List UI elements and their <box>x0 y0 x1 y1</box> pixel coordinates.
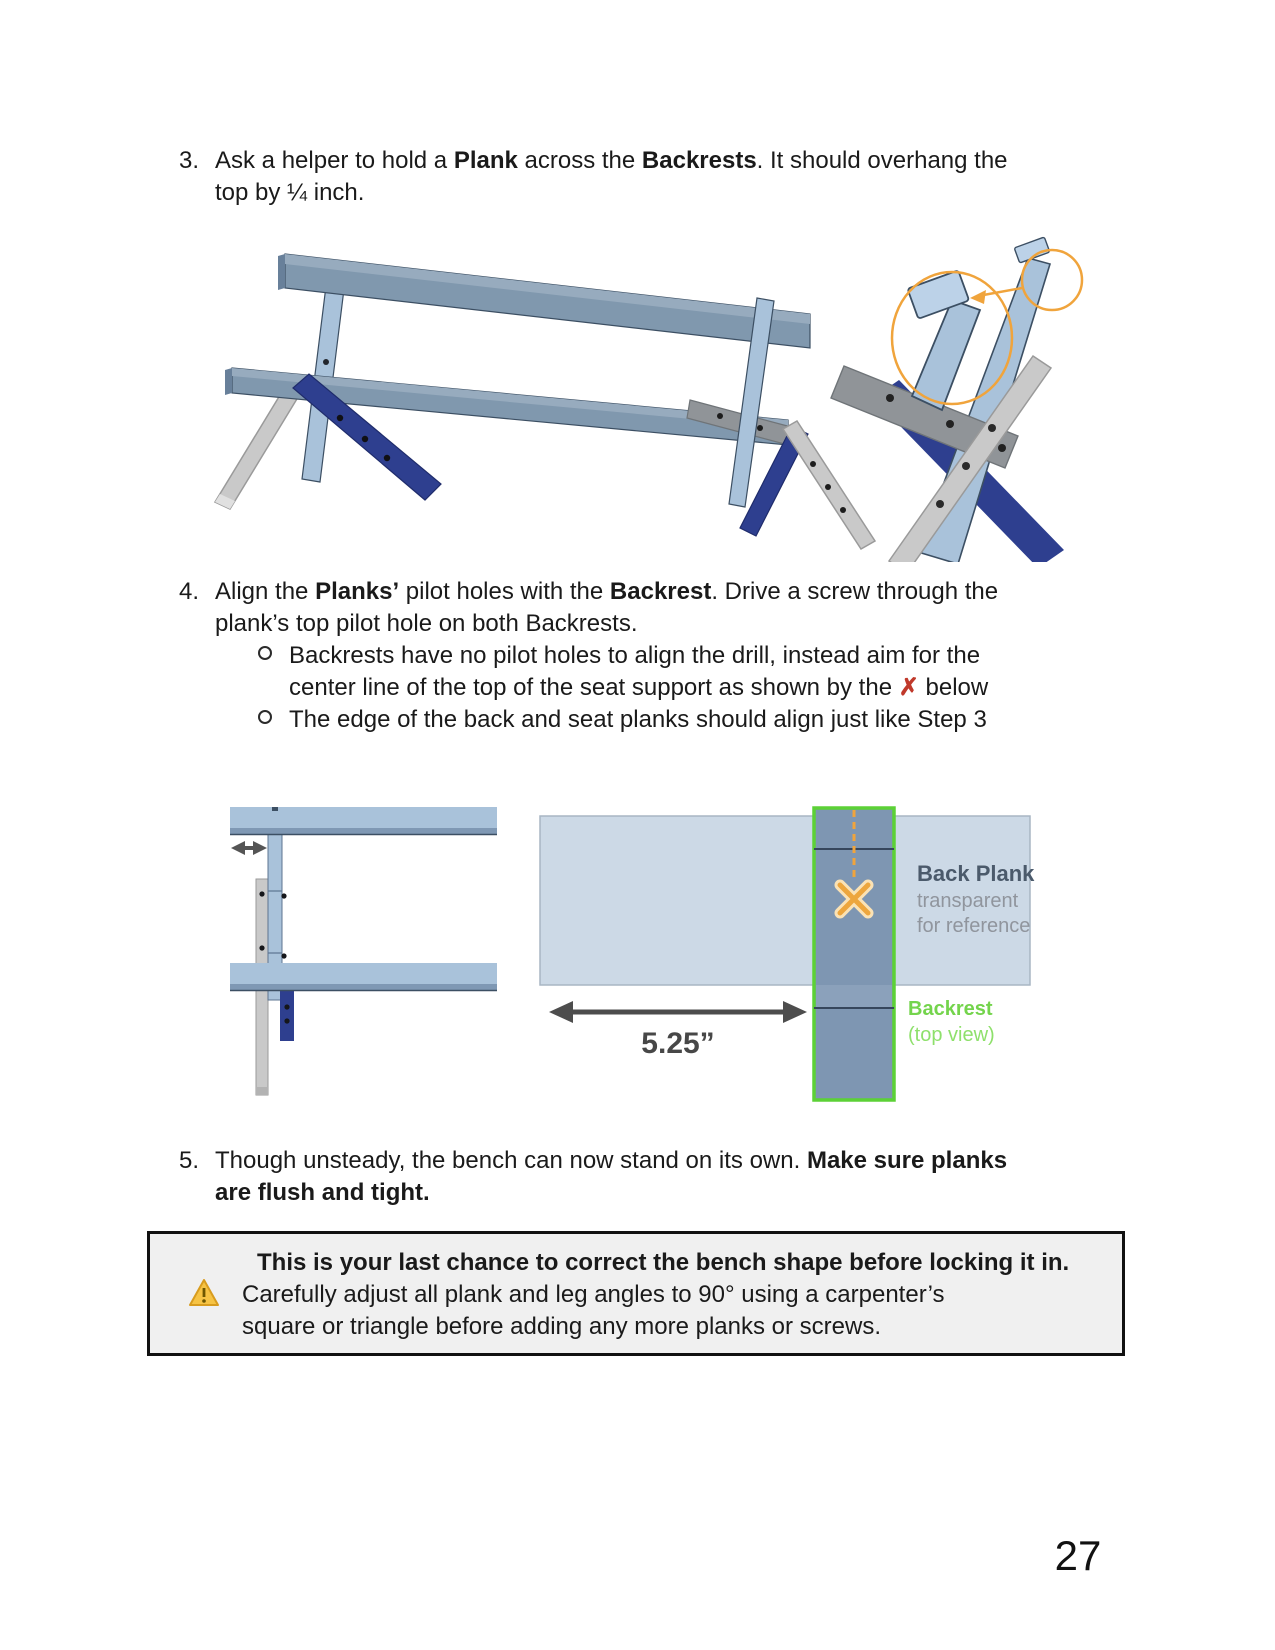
screw <box>936 500 944 508</box>
screw <box>259 891 264 896</box>
back-plank-note-1: transparent <box>917 890 1019 912</box>
step-4-bullet-1-cont: center line of the top of the seat support as shown by the ✗ below <box>289 674 989 701</box>
step-5-line-1: Though unsteady, the bench can now stand on its own. Make sure planks <box>215 1147 1008 1174</box>
screw <box>337 415 343 421</box>
step-3-line-1: Ask a helper to hold a Plank across the Backrests. It should overhang the <box>215 147 1008 174</box>
backrest-note: (top view) <box>908 1024 995 1046</box>
warning-line-1: This is your last chance to correct the bench shape before locking it in. <box>257 1249 1070 1276</box>
dimension-arrow <box>549 1001 807 1023</box>
screw <box>281 953 286 958</box>
screw <box>757 425 763 431</box>
screw <box>962 462 970 470</box>
step-3-line-2: top by ¼ inch. <box>215 179 365 206</box>
screw <box>284 1018 289 1023</box>
screw <box>810 461 816 467</box>
backrest-segment <box>816 985 892 1007</box>
screw <box>384 455 390 461</box>
bench-assembly-diagram <box>180 232 1090 562</box>
dimension-label: 5.25” <box>641 1027 715 1060</box>
backrest-label: Backrest <box>908 998 993 1020</box>
warning-box <box>147 1231 1125 1356</box>
step-4-bullet-1: Backrests have no pilot holes to align the drill, instead aim for the <box>258 640 980 672</box>
pilot-hole <box>323 359 329 365</box>
screw <box>284 1004 289 1009</box>
step-5-number: 5. <box>179 1147 200 1174</box>
step-4-line-1: Align the Planks’ pilot holes with the Backrest. Drive a screw through the <box>215 578 999 605</box>
back-plank-note-2: for reference <box>917 915 1031 937</box>
screw <box>825 484 831 490</box>
back-plank-end-cap <box>278 254 285 290</box>
step-4-bullet-2: The edge of the back and seat planks should align just like Step 3 <box>258 704 987 736</box>
plank-alignment-diagram <box>200 795 1050 1105</box>
side-view-back-plank <box>230 807 497 828</box>
side-view-leg-foot <box>256 1087 268 1095</box>
screw <box>717 413 723 419</box>
left-front-leg <box>215 382 303 509</box>
screw <box>362 436 368 442</box>
side-view-seat-plank-edge <box>230 984 497 990</box>
double-arrow-icon <box>231 841 267 855</box>
seat-plank-end-cap <box>225 368 232 395</box>
side-view-navy-brace <box>280 991 294 1041</box>
step-3-number: 3. <box>179 147 200 174</box>
screw <box>946 420 954 428</box>
callout-arrow-head <box>970 290 986 304</box>
screw <box>988 424 996 432</box>
screw <box>998 444 1006 452</box>
bullet-circle-icon <box>258 646 272 660</box>
screw <box>281 893 286 898</box>
bullet-circle-icon <box>258 710 272 724</box>
screw <box>886 394 894 402</box>
warning-line-3: square or triangle before adding any more planks or screws. <box>242 1313 881 1340</box>
step-4-line-2: plank’s top pilot hole on both Backrests. <box>215 610 638 637</box>
side-view-seat-plank <box>230 963 497 984</box>
side-view-back-plank-edge <box>230 828 497 834</box>
warning-line-2: Carefully adjust all plank and leg angles to 90° using a carpenter’s <box>242 1281 945 1308</box>
step-5-line-2: are flush and tight. <box>215 1179 430 1206</box>
screw <box>840 507 846 513</box>
screw <box>259 945 264 950</box>
page-number: 27 <box>1054 1532 1102 1579</box>
plank-notch <box>272 807 278 811</box>
warning-triangle-icon <box>188 1278 220 1308</box>
back-plank-label: Back Plank <box>917 861 1035 886</box>
step-4-number: 4. <box>179 578 200 605</box>
